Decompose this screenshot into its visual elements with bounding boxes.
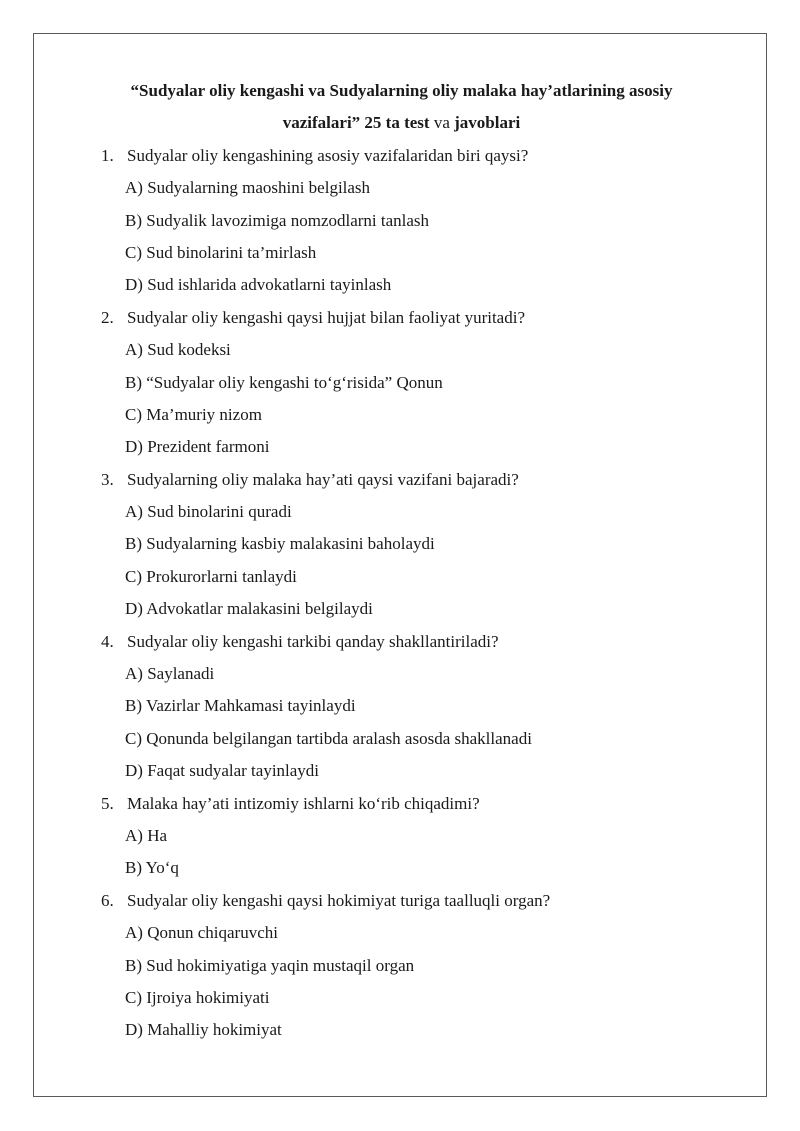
option-line: C) Ma’muriy nizom <box>125 404 262 424</box>
option-line: B) Sud hokimiyatiga yaqin mustaqil organ <box>125 955 415 975</box>
document-page <box>33 33 767 1097</box>
option-line: D) Sud ishlarida advokatlarni tayinlash <box>125 275 392 295</box>
option-line: A) Qonun chiqaruvchi <box>125 923 278 943</box>
question-line <box>101 626 702 658</box>
option-line: B) Vazirlar Mahkamasi tayinlaydi <box>125 696 356 716</box>
question-number: 3. <box>101 469 114 489</box>
option-line: A) Sud kodeksi <box>125 340 231 360</box>
question-text: Malaka hay’ati intizomiy ishlarni ko‘rib chiqadimi? <box>127 793 480 813</box>
question-number: 4. <box>101 631 114 651</box>
question-text: Sudyalar oliy kengashi tarkibi qanday shakllantiriladi? <box>127 631 499 651</box>
option-line: D) Mahalliy hokimiyat <box>125 1020 282 1040</box>
title-line-2 <box>101 107 702 139</box>
title-regular-segment: va <box>429 113 455 133</box>
question-number: 6. <box>101 890 114 910</box>
option-line: A) Saylanadi <box>125 664 215 684</box>
title-line-1: “Sudyalar oliy kengashi va Sudyalarning oliy malaka hay’atlarining asosiy <box>130 81 673 100</box>
title-bold-segment: javoblari <box>454 113 521 133</box>
option-line: A) Sudyalarning maoshini belgilash <box>125 178 371 198</box>
option-line: A) Sud binolarini quradi <box>125 502 292 522</box>
option-line: D) Advokatlar malakasini belgilaydi <box>125 599 373 619</box>
question-number: 2. <box>101 307 114 327</box>
question-line <box>101 464 702 496</box>
question-text: Sudyalar oliy kengashining asosiy vazifalaridan biri qaysi? <box>127 145 529 165</box>
option-line: C) Prokurorlarni tanlaydi <box>125 566 297 586</box>
question-line <box>101 885 702 917</box>
option-line: B) Sudyalik lavozimiga nomzodlarni tanlash <box>125 210 430 230</box>
page-content <box>34 34 766 1047</box>
question-number: 1. <box>101 145 114 165</box>
option-line: B) Yo‘q <box>125 858 179 878</box>
question-line <box>101 788 702 820</box>
question-text: Sudyalar oliy kengashi qaysi hokimiyat turiga taalluqli organ? <box>127 890 551 910</box>
option-line: B) Sudyalarning kasbiy malakasini baholaydi <box>125 534 435 554</box>
option-line: D) Faqat sudyalar tayinlaydi <box>125 761 320 781</box>
title-bold-segment: vazifalari” 25 ta test <box>282 113 430 133</box>
question-list <box>101 140 702 1047</box>
question-line <box>101 302 702 334</box>
question-number: 5. <box>101 793 114 813</box>
option-line: B) “Sudyalar oliy kengashi to‘g‘risida” Qonun <box>125 372 443 392</box>
option-line: D) Prezident farmoni <box>125 437 270 457</box>
document-title <box>101 75 702 140</box>
option-line: C) Sud binolarini ta’mirlash <box>125 242 317 262</box>
option-line: A) Ha <box>125 825 168 845</box>
option-line: C) Qonunda belgilangan tartibda aralash asosda shakllanadi <box>125 728 532 748</box>
question-text: Sudyalar oliy kengashi qaysi hujjat bilan faoliyat yuritadi? <box>127 307 525 327</box>
question-text: Sudyalarning oliy malaka hay’ati qaysi vazifani bajaradi? <box>127 469 519 489</box>
question-line <box>101 140 702 172</box>
option-line: C) Ijroiya hokimiyati <box>125 987 270 1007</box>
